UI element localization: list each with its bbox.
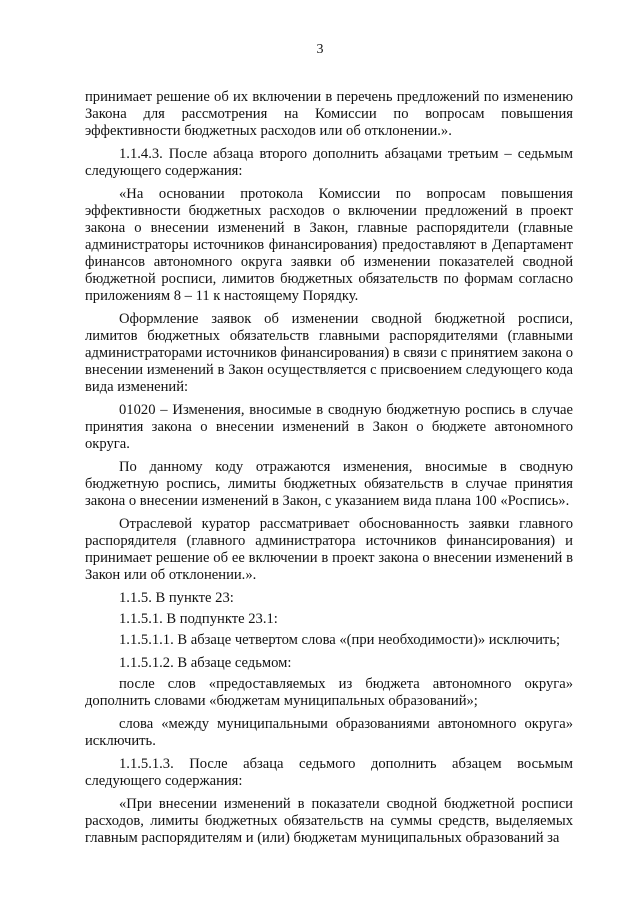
paragraph-code-01020: 01020 – Изменения, вносимые в сводную бюджетную роспись в случае принятия закона о внесении изменений в Закон о бюджете автономного округа. [85,402,573,452]
paragraph-curator: Отраслевой куратор рассматривает обоснованность заявки главного распорядителя (главного администратора источников финансирования) и принимает решение об ее включении в проект закона о внесении изменений в Закон или об отклонении.». [85,516,573,583]
paragraph-quote-commission: «На основании протокола Комиссии по вопросам повышения эффективности бюджетных расходов о включении предложений в проект закона о внесении изменений в Закон, главные распорядители (главные администраторы источников финансирования) предоставляют в Департамент финансов автономного округа заявки об изменении показателей сводной бюджетной росписи, лимитов бюджетных обязательств по формам согласно приложениям 8 – 11 к настоящему Порядку. [85,186,573,304]
page-number: 3 [316,42,324,57]
paragraph-1-1-5-1-3: 1.1.5.1.3. После абзаца седьмого дополнить абзацем восьмым следующего содержания: [85,756,573,789]
paragraph-code-description: По данному коду отражаются изменения, вносимые в сводную бюджетную роспись, лимиты бюджетных обязательств в случае принятия закона о внесении изменений в Закон, с указанием вида плана 100 «Роспись». [85,459,573,509]
document-body [85,89,573,847]
paragraph-1-1-4-3: 1.1.4.3. После абзаца второго дополнить абзацами третьим – седьмым следующего содержания: [85,146,573,179]
paragraph-continuation: принимает решение об их включении в перечень предложений по изменению Закона для рассмотрения на Комиссии по вопросам повышения эффективности бюджетных расходов или об отклонении.». [85,89,573,139]
paragraph-1-1-5-1-2: 1.1.5.1.2. В абзаце седьмом: [119,655,292,671]
paragraph-after-words: после слов «предоставляемых из бюджета автономного округа» дополнить словами «бюджетам муниципальных образований»; [85,676,573,709]
paragraph-quote-changes: «При внесении изменений в показатели сводной бюджетной росписи расходов, лимиты бюджетных обязательств на суммы средств, выделяемых главным распорядителям и (или) бюджетам муниципальных образований за [85,796,573,846]
paragraph-1-1-5-1: 1.1.5.1. В подпункте 23.1: [119,611,278,627]
paragraph-zayavki: Оформление заявок об изменении сводной бюджетной росписи, лимитов бюджетных обязательств главными распорядителями (главными администраторами источников финансирования) в связи с принятием закона о внесении изменений в Закон осуществляется с присвоением следующего кода вида изменений: [85,311,573,395]
paragraph-1-1-5: 1.1.5. В пункте 23: [119,590,234,606]
paragraph-words-exclude: слова «между муниципальными образованиями автономного округа» исключить. [85,716,573,749]
paragraph-1-1-5-1-1: 1.1.5.1.1. В абзаце четвертом слова «(при необходимости)» исключить; [119,632,561,648]
